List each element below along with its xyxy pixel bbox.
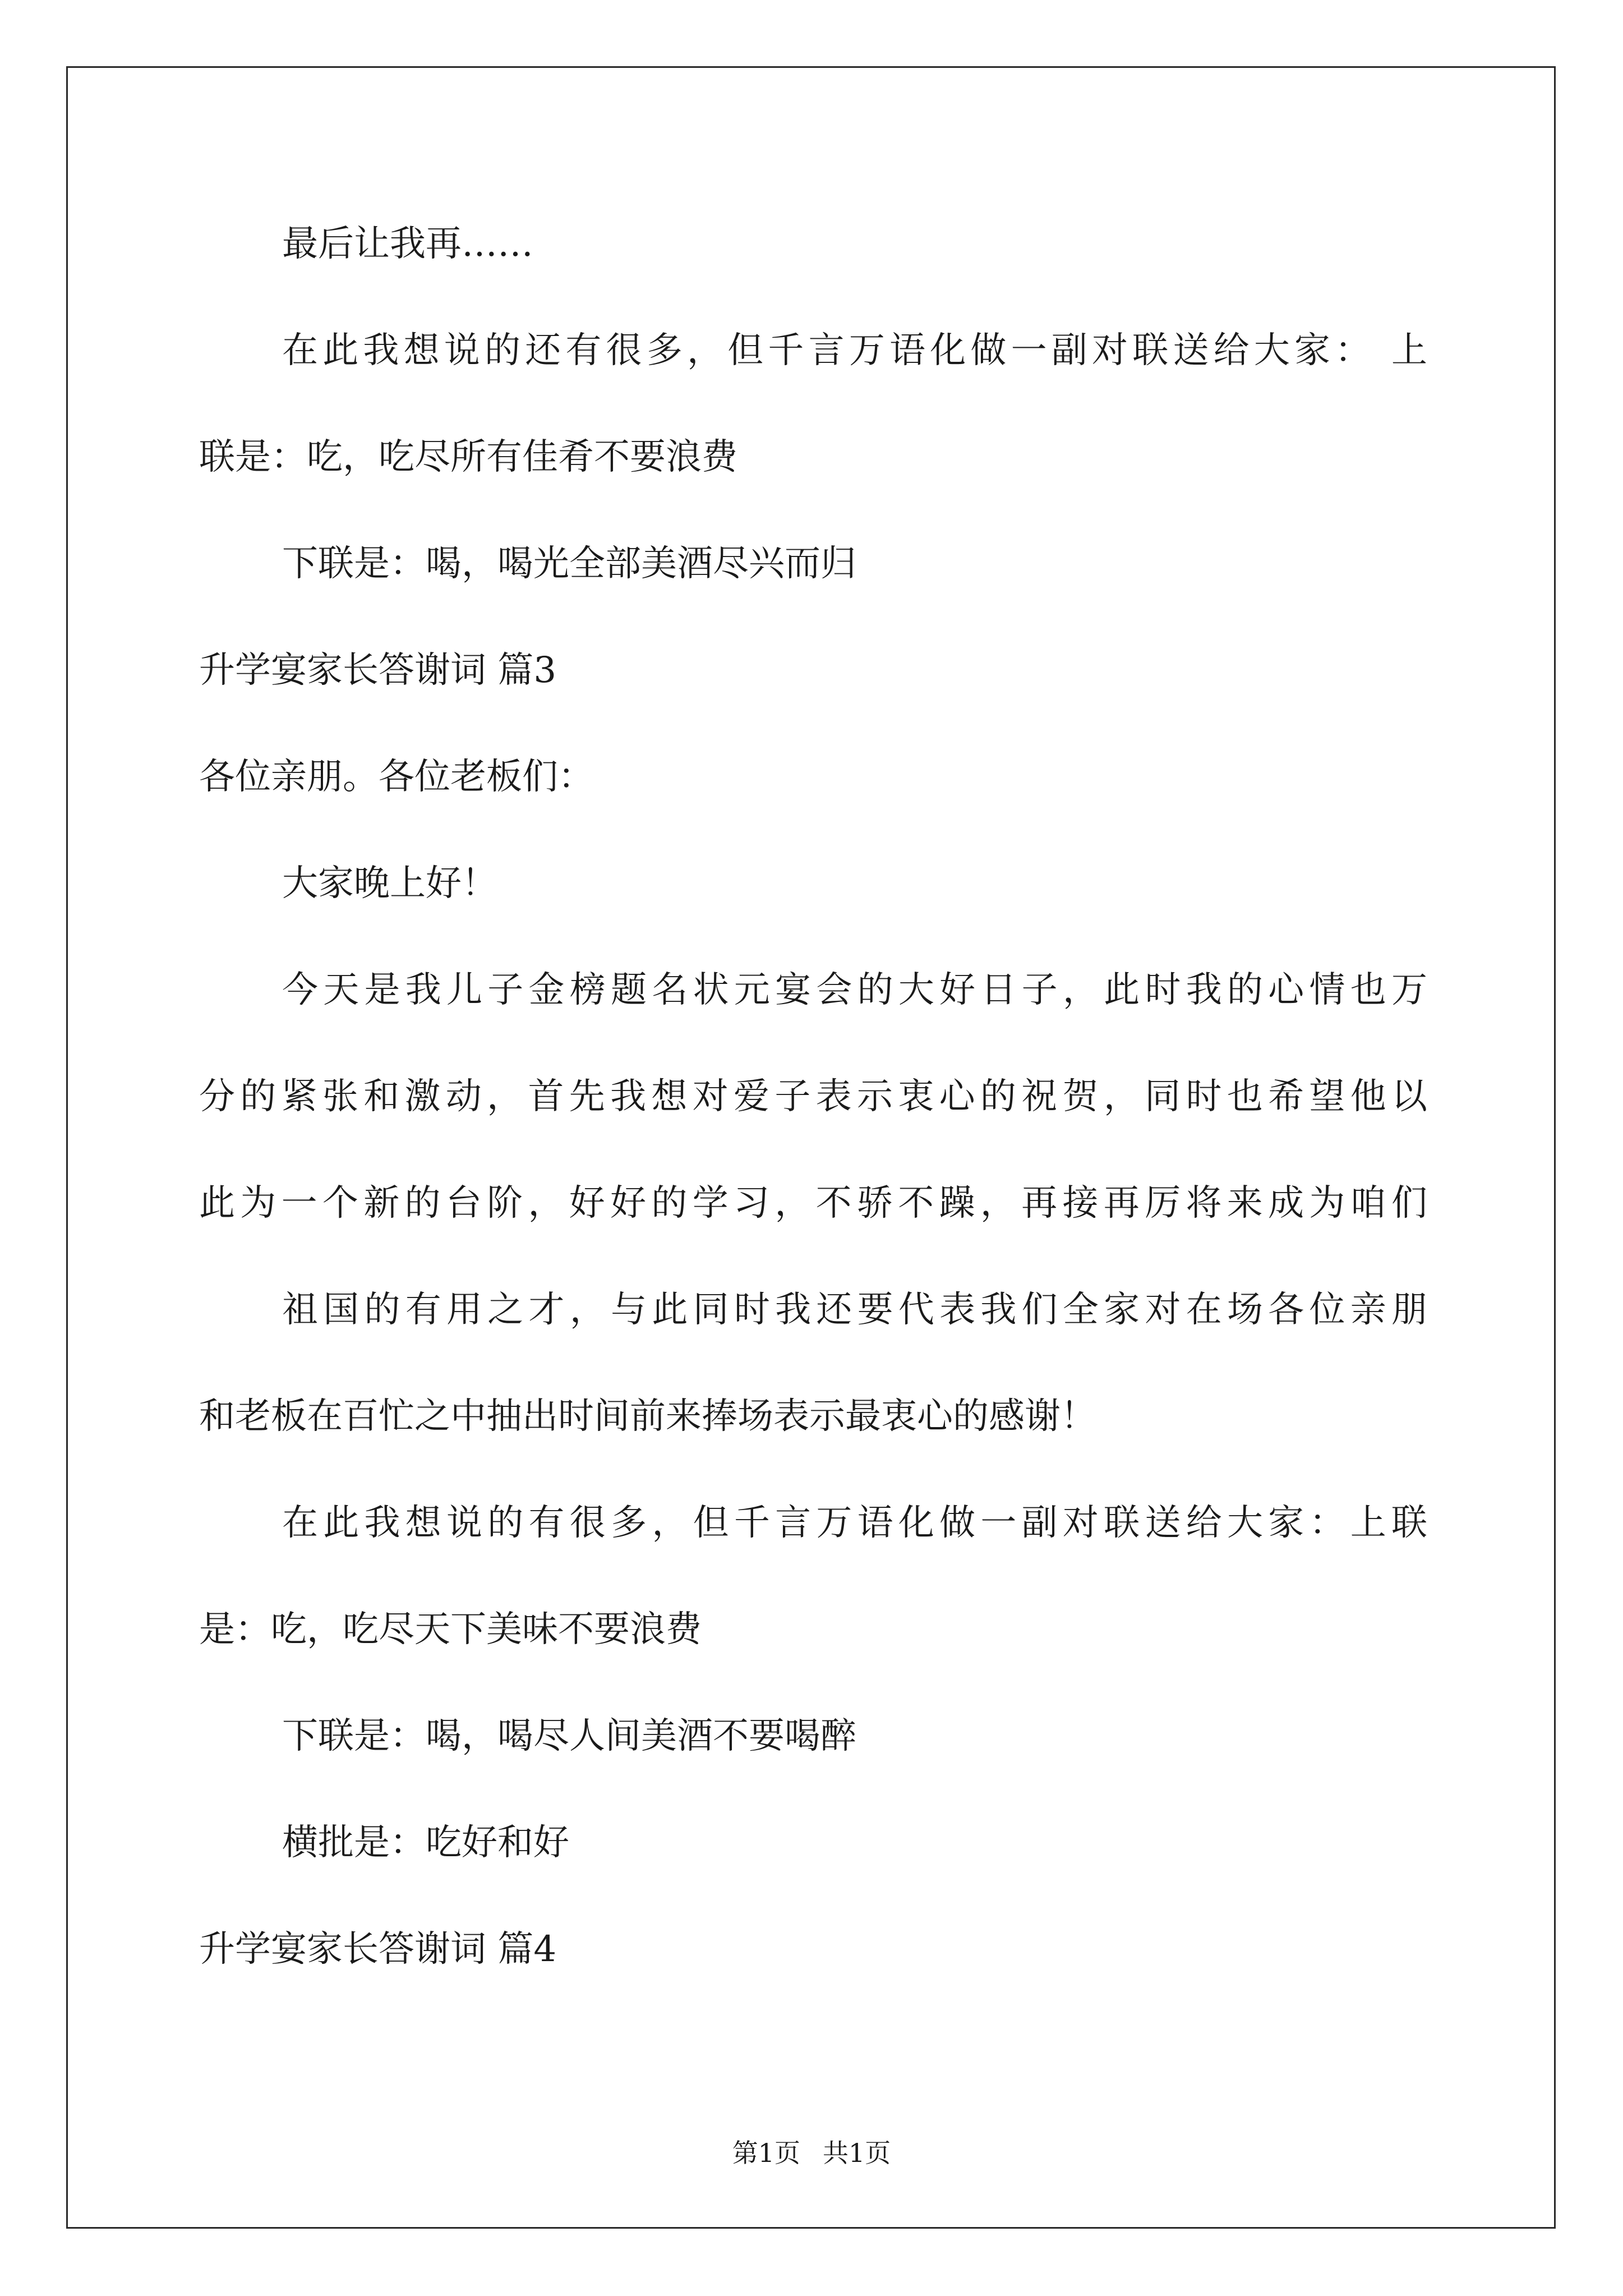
paragraph-line: 各位亲朋。各位老板们： [199,756,594,798]
paragraph-line: 此为一个新的台阶，好好的学习，不骄不躁，再接再厉将来成为咱们 [199,1182,1427,1224]
paragraph-line: 今天是我儿子金榜题名状元宴会的大好日子，此时我的心情也万 [282,969,1427,1011]
paragraph-line: 大家晚上好！ [282,863,497,904]
paragraph-line: 分的紧张和激动，首先我想对爱子表示衷心的祝贺，同时也希望他以 [199,1076,1427,1117]
section-heading: 升学宴家长答谢词 篇3 [199,650,557,691]
paragraph-line: 联是：吃，吃尽所有佳肴不要浪费 [199,436,737,478]
paragraph-line: 在此我想说的还有很多，但千言万语化做一副对联送给大家： 上 [282,330,1427,371]
paragraph-line: 在此我想说的有很多，但千言万语化做一副对联送给大家：上联 [282,1502,1427,1544]
paragraph-line: 祖国的有用之才，与此同时我还要代表我们全家对在场各位亲朋 [282,1289,1427,1331]
paragraph-line: 和老板在百忙之中抽出时间前来捧场表示最衷心的感谢！ [199,1396,1096,1437]
paragraph-line: 下联是：喝，喝尽人间美酒不要喝醉 [282,1715,856,1757]
paragraph-line: 是：吃，吃尽天下美味不要浪费 [199,1609,702,1650]
page-total: 共1页 [823,2138,891,2168]
paragraph-line: 横批是：吃好和好 [282,1822,569,1864]
paragraph-line: 最后让我再…… [282,223,533,265]
page-frame [66,66,1556,2229]
paragraph-line: 下联是：喝，喝光全部美酒尽兴而归 [282,543,856,585]
page-number: 第1页 [732,2138,800,2168]
page-footer [0,2137,1623,2169]
section-heading: 升学宴家长答谢词 篇4 [199,1929,557,1970]
